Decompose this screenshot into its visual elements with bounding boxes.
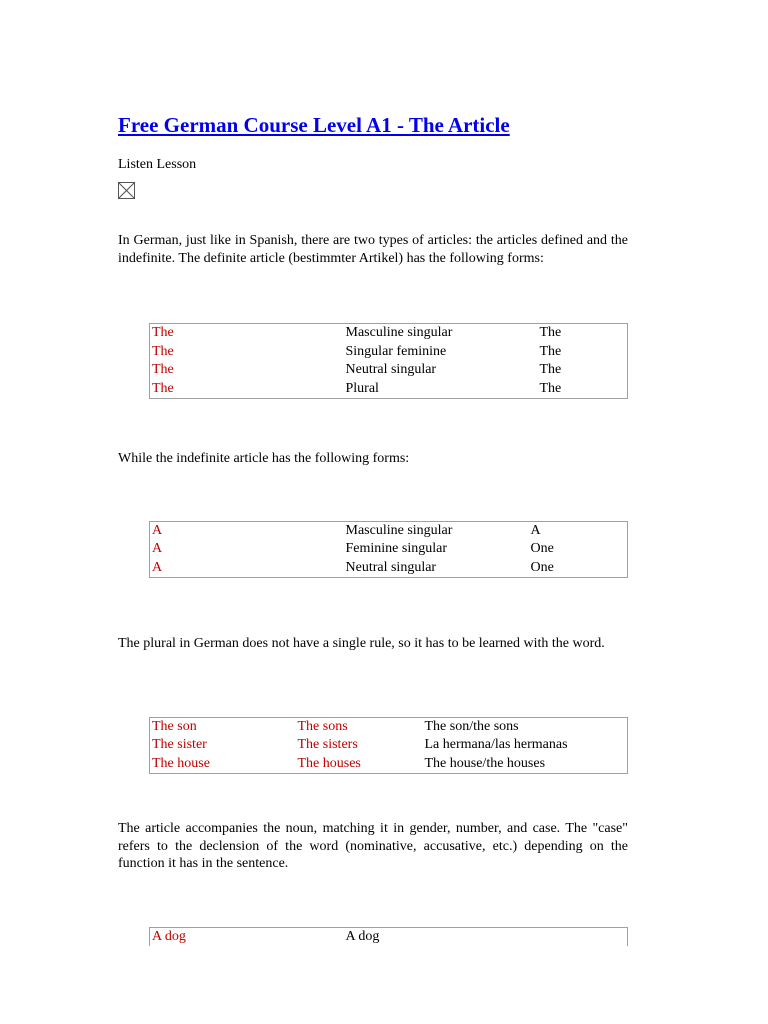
german-plural-cell: The sisters xyxy=(297,737,358,753)
german-singular-cell: The son xyxy=(152,718,197,734)
definite-article-table xyxy=(149,323,628,399)
case-table-clip xyxy=(118,927,628,947)
page-title-text[interactable]: Free German Course Level A1 - The Article xyxy=(118,113,510,137)
gender-cell: Masculine singular xyxy=(345,522,453,538)
table-row xyxy=(150,521,628,540)
translation-cell: A dog xyxy=(345,928,380,944)
title-underline-pad xyxy=(510,112,540,138)
table-row xyxy=(150,343,628,362)
gender-cell: Neutral singular xyxy=(345,362,437,378)
plural-paragraph: The plural in German does not have a single rule, so it has to be learned with the word. xyxy=(118,636,605,651)
indefinite-paragraph: While the indefinite article has the following forms: xyxy=(118,451,410,466)
table-row xyxy=(150,927,628,946)
translation-cell: The xyxy=(539,325,562,341)
german-singular-cell: The sister xyxy=(152,737,207,753)
german-article-cell: A xyxy=(152,522,163,538)
listen-lesson-label[interactable]: Listen Lesson xyxy=(118,157,197,172)
translation-cell: The xyxy=(539,362,562,378)
gender-cell: Feminine singular xyxy=(345,541,447,557)
table-row xyxy=(150,559,628,578)
translation-cell: One xyxy=(530,559,554,575)
table-row xyxy=(150,540,628,559)
translation-cell: The xyxy=(539,343,562,359)
document-page xyxy=(118,112,628,947)
table-row xyxy=(150,736,628,755)
translation-cell: The xyxy=(539,380,562,396)
plural-table xyxy=(149,717,628,775)
translation-cell: The son/the sons xyxy=(424,718,519,734)
table-row xyxy=(150,324,628,343)
case-table xyxy=(149,927,628,947)
page-title-link[interactable] xyxy=(118,112,628,138)
translation-cell: One xyxy=(530,541,554,557)
german-article-cell: A xyxy=(152,559,163,575)
german-article-cell: The xyxy=(152,343,174,359)
case-paragraph: The article accompanies the noun, matching it in gender, number, and case. The "case" refers to the declension of the word (nominative, accusative, etc.) depending on the function it has in the sentence. xyxy=(118,821,628,871)
gender-cell: Masculine singular xyxy=(345,325,453,341)
translation-cell: La hermana/las hermanas xyxy=(424,737,568,753)
indefinite-article-table xyxy=(149,521,628,579)
translation-cell: The house/the houses xyxy=(424,755,546,771)
gender-cell: Singular feminine xyxy=(345,343,447,359)
german-article-cell: The xyxy=(152,362,174,378)
translation-cell: A xyxy=(530,522,541,538)
german-article-cell: A xyxy=(152,541,163,557)
german-article-cell: The xyxy=(152,380,174,396)
broken-image-icon xyxy=(118,182,135,199)
table-row xyxy=(150,755,628,774)
gender-cell: Neutral singular xyxy=(345,559,437,575)
gender-cell: Plural xyxy=(345,380,379,396)
table-row xyxy=(150,380,628,399)
table-row xyxy=(150,361,628,380)
german-article-cell: The xyxy=(152,325,174,341)
german-phrase-cell: A dog xyxy=(152,928,186,944)
german-plural-cell: The sons xyxy=(297,718,348,734)
german-singular-cell: The house xyxy=(152,755,210,771)
intro-paragraph: In German, just like in Spanish, there are two types of articles: the articles defined and the indefinite. The definite article (bestimmter Artikel) has the following forms: xyxy=(118,233,628,266)
table-row xyxy=(150,717,628,736)
german-plural-cell: The houses xyxy=(297,755,361,771)
